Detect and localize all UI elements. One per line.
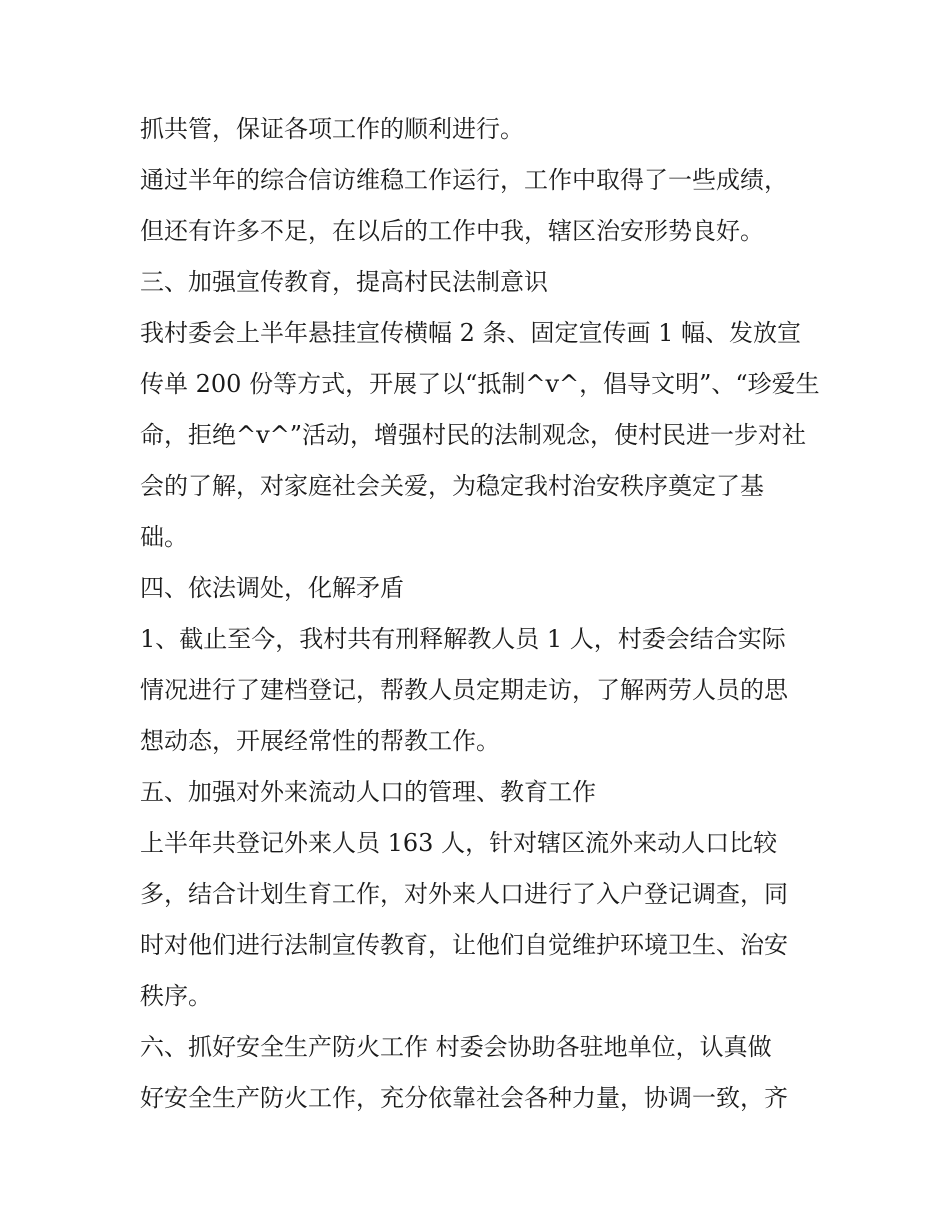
text-line: 时对他们进行法制宣传教育，让他们自觉维护环境卫生、治安 xyxy=(140,931,788,959)
text-line: 通过半年的综合信访维稳工作运行，工作中取得了一些成绩， xyxy=(140,166,788,194)
text-line: 1、截止至今，我村共有刑释解教人员 1 人，村委会结合实际 xyxy=(140,625,786,653)
text-line: 命，拒绝^v^”活动，增强村民的法制观念，使村民进一步对社 xyxy=(140,421,807,449)
text-line: 上半年共登记外来人员 163 人，针对辖区流外来动人口比较 xyxy=(140,829,778,857)
text-line: 我村委会上半年悬挂宣传横幅 2 条、固定宣传画 1 幅、发放宣 xyxy=(140,319,802,347)
text-line: 秩序。 xyxy=(140,982,212,1010)
section-heading: 四、依法调处，化解矛盾 xyxy=(140,574,404,602)
section-heading: 三、加强宣传教育，提高村民法制意识 xyxy=(140,268,548,296)
section-heading: 五、加强对外来流动人口的管理、教育工作 xyxy=(140,778,596,806)
text-line: 想动态，开展经常性的帮教工作。 xyxy=(140,727,500,755)
text-line: 好安全生产防火工作，充分依靠社会各种力量，协调一致，齐 xyxy=(140,1084,788,1112)
text-line: 抓共管，保证各项工作的顺利进行。 xyxy=(140,115,524,143)
text-line: 但还有许多不足，在以后的工作中我，辖区治安形势良好。 xyxy=(140,217,764,245)
text-line: 传单 200 份等方式，开展了以“抵制^v^，倡导文明”、“珍爱生 xyxy=(140,370,820,398)
text-line: 情况进行了建档登记，帮教人员定期走访，了解两劳人员的思 xyxy=(140,676,788,704)
text-line: 础。 xyxy=(140,523,188,551)
text-line: 多，结合计划生育工作，对外来人口进行了入户登记调查，同 xyxy=(140,880,788,908)
section-heading: 六、抓好安全生产防火工作 村委会协助各驻地单位，认真做 xyxy=(140,1033,772,1061)
text-line: 会的了解，对家庭社会关爱，为稳定我村治安秩序奠定了基 xyxy=(140,472,764,500)
